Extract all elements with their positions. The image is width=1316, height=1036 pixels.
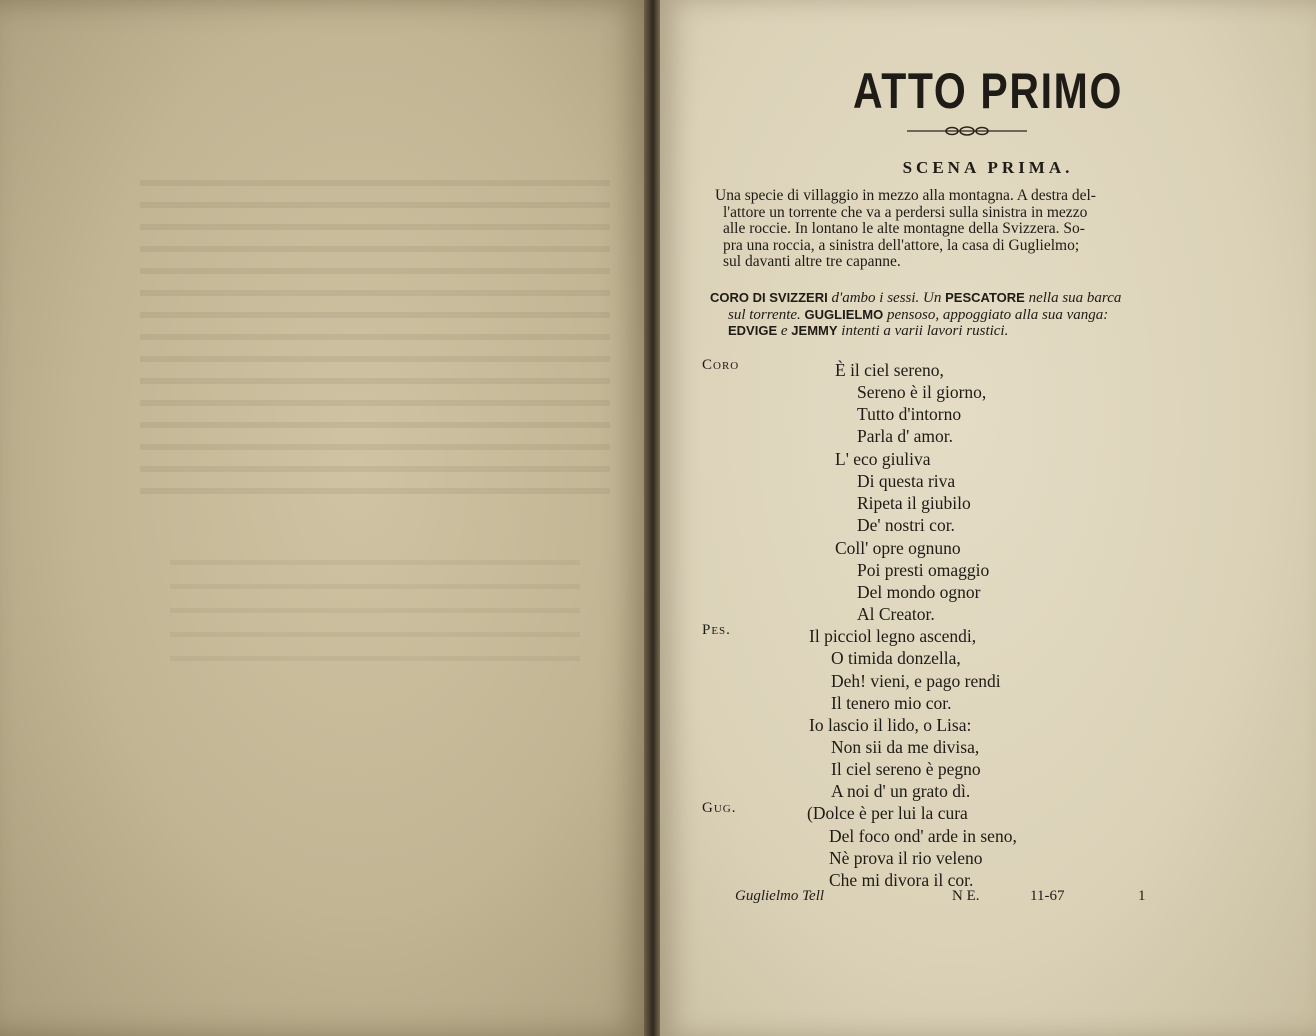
verse-line: Del mondo ognor <box>857 582 981 602</box>
character-note: pensoso, appoggiato alla sua vanga: <box>883 306 1109 323</box>
verse-line: Deh! vieni, e pago rendi <box>831 671 1001 691</box>
character-note: intenti a varii lavori rustici. <box>837 323 1009 339</box>
scene-heading: SCENA PRIMA. <box>902 158 1074 177</box>
verse-line: Sereno è il giorno, <box>857 382 987 402</box>
bleed-through-text <box>170 560 580 680</box>
speaker-coro: Coro <box>702 357 740 373</box>
stage-description <box>715 188 1235 271</box>
character-note: e <box>777 323 792 339</box>
right-page <box>660 0 1316 1036</box>
verse-line: (Dolce è per lui la cura <box>807 803 968 823</box>
footer-code: N E. <box>952 888 980 904</box>
character-name: CORO DI SVIZZERI <box>710 290 828 305</box>
verse-line: A noi d' un grato dì. <box>831 781 971 801</box>
character-name: JEMMY <box>791 323 838 338</box>
character-name: EDVIGE <box>728 323 778 338</box>
footer-number: 11-67 <box>1030 888 1065 904</box>
verse-line: Tutto d'intorno <box>857 404 962 424</box>
footer-sheet-signature: 1 <box>1138 888 1146 904</box>
verse-line: Al Creator. <box>857 604 935 624</box>
character-note: sul torrente. <box>728 306 805 323</box>
verse-line: Ripeta il giubilo <box>857 493 971 513</box>
verse-line: O timida donzella, <box>831 648 961 668</box>
verse-line: Io lascio il lido, o Lisa: <box>809 715 972 735</box>
characters-list <box>710 290 1240 340</box>
left-page <box>0 0 650 1036</box>
verse-line: Del foco ond' arde in seno, <box>829 826 1017 846</box>
character-name: GUGLIELMO <box>804 306 884 322</box>
verse-line: Nè prova il rio veleno <box>829 848 983 868</box>
verse-line: Parla d' amor. <box>857 426 953 446</box>
verse-line: Poi presti omaggio <box>857 560 990 580</box>
act-title: ATTO PRIMO <box>852 63 1123 119</box>
character-note: d'ambo i sessi. Un <box>827 290 946 306</box>
characters-line <box>710 323 1240 340</box>
characters-line <box>710 290 1240 307</box>
verse-line: L' eco giuliva <box>835 449 931 469</box>
description-line: l'attore un torrente che va a perdersi sulla sinistra in mezzo <box>723 203 1088 221</box>
footer-work-title: Guglielmo Tell <box>735 888 825 904</box>
speaker-gug: Gug. <box>702 800 737 816</box>
verse-line: Il ciel sereno è pegno <box>831 759 981 779</box>
speaker-pes: Pes. <box>702 622 731 638</box>
characters-line <box>710 307 1240 324</box>
description-line: alle roccie. In lontano le alte montagne della Svizzera. So- <box>723 220 1085 237</box>
character-name: PESCATORE <box>945 290 1025 305</box>
description-line: pra una roccia, a sinistra dell'attore, la casa di Guglielmo; <box>723 236 1080 254</box>
verse-line: Che mi divora il cor. <box>829 870 974 890</box>
ornament-divider-icon <box>907 124 1027 138</box>
verse-line: Coll' opre ognuno <box>835 538 961 558</box>
description-line: Una specie di villaggio in mezzo alla montagna. A destra del- <box>715 187 1096 204</box>
verse-line: Il picciol legno ascendi, <box>809 626 977 646</box>
verse-line: Di questa riva <box>857 471 956 491</box>
verse-line: È il ciel sereno, <box>835 360 944 380</box>
verse-line: De' nostri cor. <box>857 515 955 535</box>
description-line: sul davanti altre tre capanne. <box>723 253 901 270</box>
character-note: nella sua barca <box>1024 290 1122 306</box>
verse-line: Non sii da me divisa, <box>831 737 980 757</box>
bleed-through-text <box>140 180 610 510</box>
verse-line: Il tenero mio cor. <box>831 693 952 713</box>
